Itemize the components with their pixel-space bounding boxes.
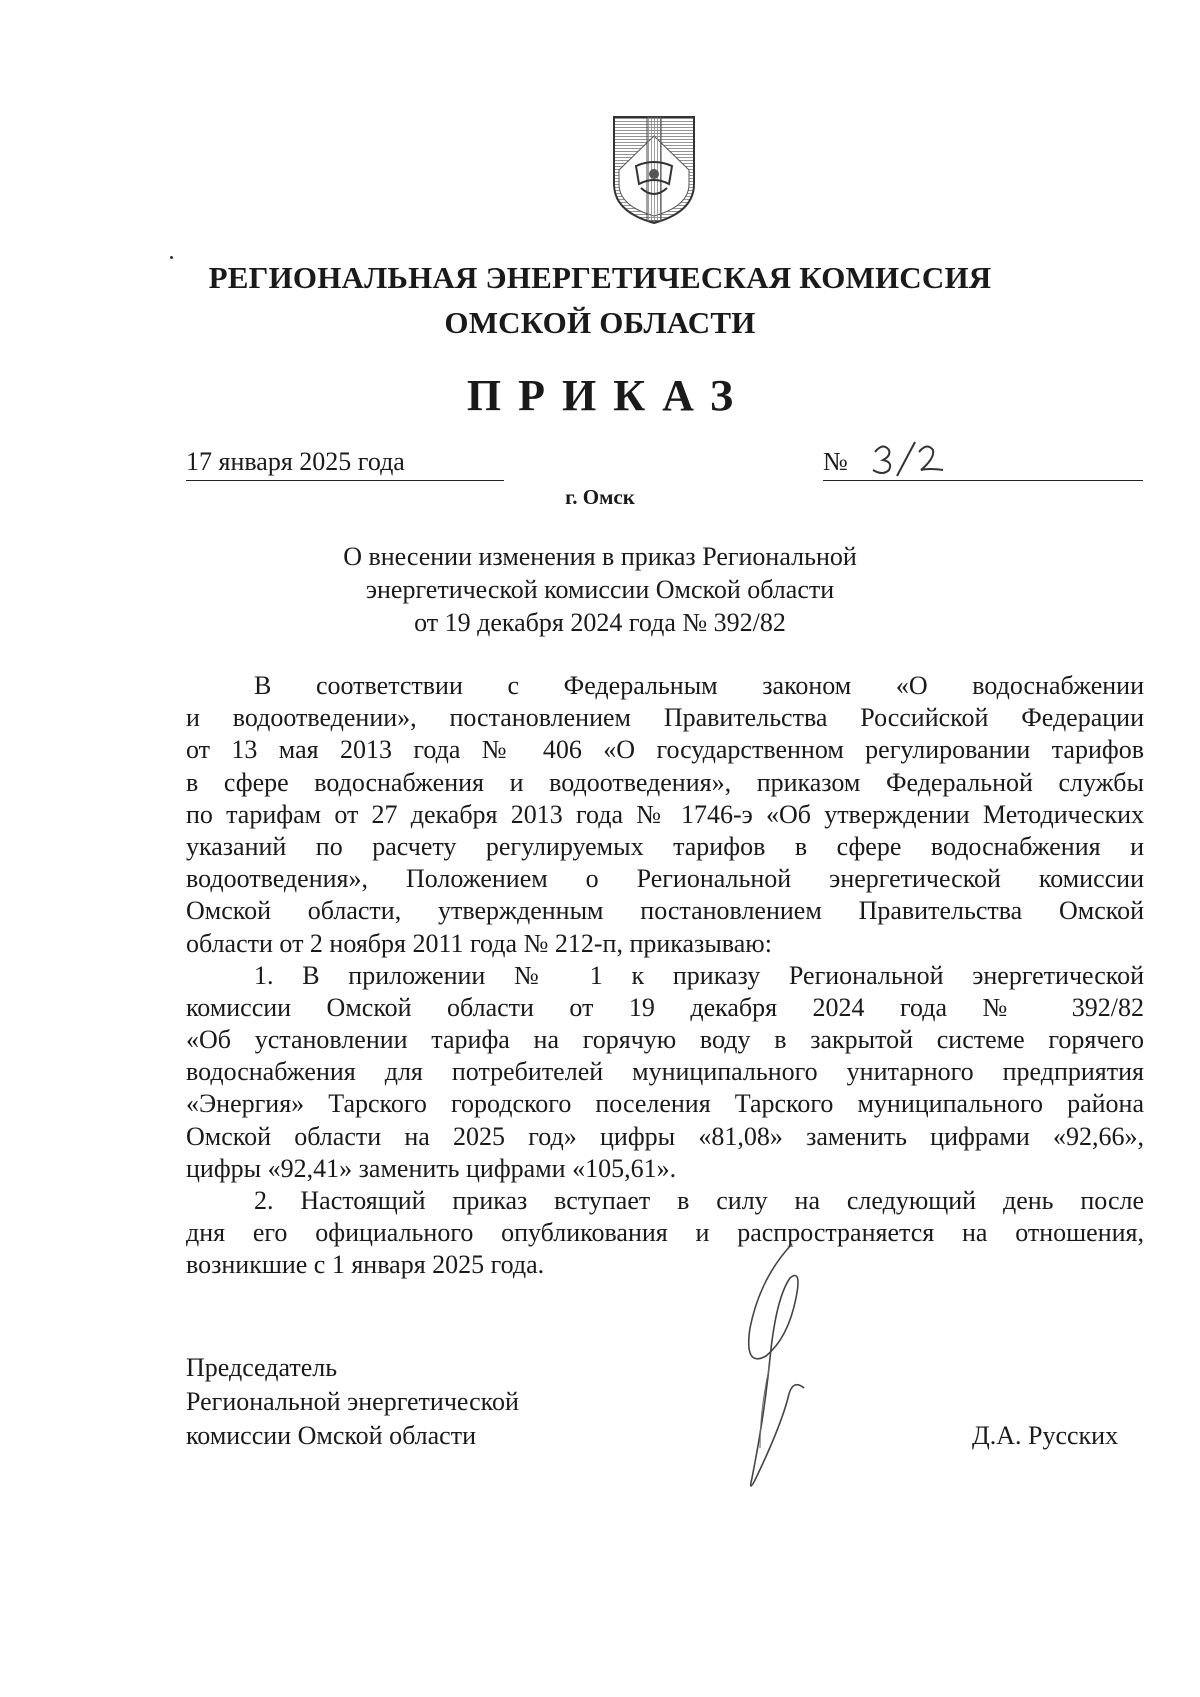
body-line: области от 2 ноября 2011 года № 212-п, приказываю: xyxy=(186,928,772,958)
body-line: указаний по расчету регулируемых тарифов в сфере водоснабжения и xyxy=(186,831,1144,861)
item-1-line: Омской области на 2025 год» цифры «81,08» заменить цифрами «92,66», xyxy=(186,1121,1144,1151)
signer-position-line: Региональной энергетической xyxy=(186,1387,519,1416)
item-1-line: цифры «92,41» заменить цифрами «105,61». xyxy=(186,1153,677,1183)
signer-position-line: комиссии Омской области xyxy=(186,1421,476,1450)
document-number-label: № xyxy=(823,447,848,476)
body-line: Омской области, утвержденным постановлением Правительства Омской xyxy=(186,896,1144,926)
coat-of-arms-icon xyxy=(611,114,697,226)
item-1-line: 1. В приложении № 1 к приказу Региональной энергетической xyxy=(254,960,1144,990)
handwritten-signature xyxy=(730,1238,850,1498)
item-2-line: 2. Настоящий приказ вступает в силу на следующий день после xyxy=(254,1186,1144,1215)
document-body xyxy=(186,670,1144,1282)
city: г. Омск xyxy=(565,485,635,509)
handwritten-number xyxy=(863,436,953,482)
subject-line: энергетической комиссии Омской области xyxy=(365,575,835,604)
signer-position xyxy=(186,1351,519,1453)
item-1-line: «Энергия» Тарского городского поселения Тарского муниципального района xyxy=(186,1089,1144,1119)
body-line: В соответствии с Федеральным законом «О водоснабжении xyxy=(254,671,1144,700)
body-line: водоотведения», Положением о Региональной энергетической комиссии xyxy=(186,864,1144,894)
item-2-line: возникшие с 1 января 2025 года. xyxy=(186,1250,545,1280)
body-line: и водоотведении», постановлением Правительства Российской Федерации xyxy=(186,703,1144,733)
body-line: от 13 мая 2013 года № 406 «О государственном регулировании тарифов xyxy=(186,735,1144,765)
document-date xyxy=(186,446,504,481)
organization-name-line-1: РЕГИОНАЛЬНАЯ ЭНЕРГЕТИЧЕСКАЯ КОМИССИЯ xyxy=(208,260,992,295)
subject-line: О внесении изменения в приказ Региональной xyxy=(343,542,857,571)
body-line: в сфере водоснабжения и водоотведения», приказом Федеральной службы xyxy=(186,767,1144,797)
subject-line: от 19 декабря 2024 года № 392/82 xyxy=(414,608,786,637)
signer-position-line: Председатель xyxy=(186,1353,338,1382)
document-number xyxy=(823,446,1143,481)
item-2-line: дня его официального опубликования и распространяется на отношения, xyxy=(186,1218,1144,1248)
document-subject xyxy=(0,540,1200,639)
organization-name-line-2: ОМСКОЙ ОБЛАСТИ xyxy=(444,305,756,340)
signer-name: Д.А. Русских xyxy=(972,1421,1119,1450)
item-1-line: комиссии Омской области от 19 декабря 2024 года № 392/82 xyxy=(186,992,1144,1022)
document-date-text: 17 января 2025 года xyxy=(186,447,405,476)
body-line: по тарифам от 27 декабря 2013 года № 1746-э «Об утверждении Методических xyxy=(186,799,1144,829)
item-1-line: «Об установлении тарифа на горячую воду в закрытой системе горячего xyxy=(186,1025,1144,1055)
item-1-line: водоснабжения для потребителей муниципального унитарного предприятия xyxy=(186,1057,1144,1087)
document-type: ПРИКАЗ xyxy=(466,371,751,420)
